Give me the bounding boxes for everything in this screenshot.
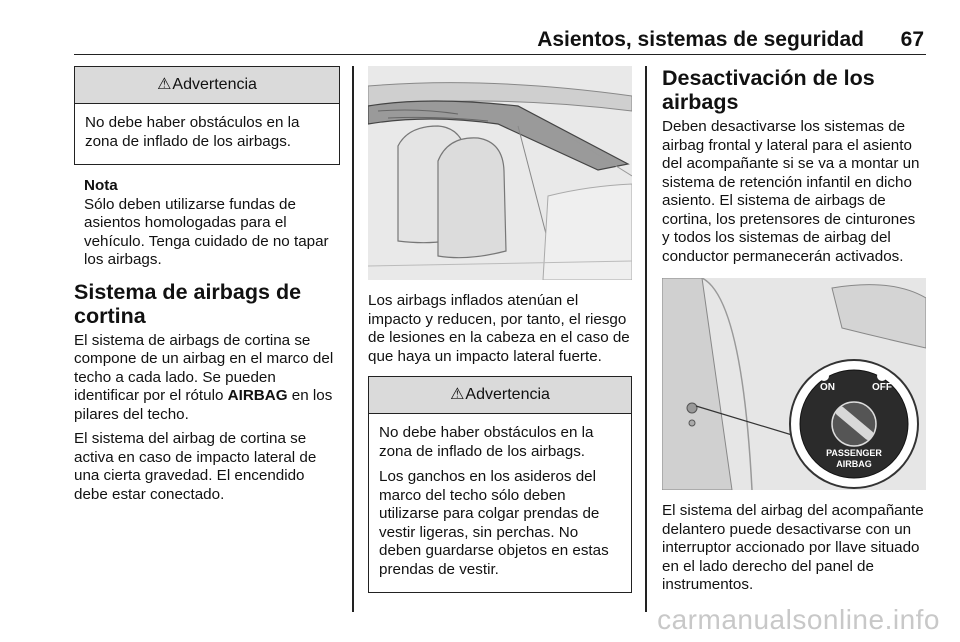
column-3 — [662, 66, 926, 601]
column-divider-2 — [645, 66, 647, 612]
warning-header-1 — [75, 67, 339, 104]
warning-box-2 — [368, 376, 632, 593]
warning-body-2 — [369, 414, 631, 592]
section-title: Asientos, sistemas de seguridad — [537, 28, 864, 51]
switch-label-line-2: AIRBAG — [836, 459, 872, 469]
column-1 — [74, 66, 340, 510]
airbag-deactivation-paragraph: Deben desactivarse los sistemas de airbag frontal y lateral para el asiento del acompañante si se va a montar un sistema de retención infantil en dicho asiento. El sistema de airbags de cortina, los pretensores de cinturones y todos los sistemas de airbag del conductor permanecerán activados. — [662, 118, 920, 265]
warning-text-2b: Los ganchos en los asideros del marco del techo sólo deben utilizarse para colgar prendas de vestir ligeras, sin perchas. No deben guardarse objetos en estas prendas de vestir. — [379, 468, 609, 578]
warning-box-1 — [74, 66, 340, 165]
figure-caption-2: El sistema del airbag del acompañante delantero puede desactivarse con un interruptor accionado por llave situado en el lado derecho del panel de instrumentos. — [662, 502, 924, 593]
warning-title-2: Advertencia — [465, 385, 550, 403]
warning-icon: ⚠ — [157, 75, 172, 93]
warning-title-1: Advertencia — [172, 75, 257, 93]
passenger-airbag-switch-illustration — [662, 278, 926, 490]
warning-text-1: No debe haber obstáculos en la zona de inflado de los airbags. — [85, 114, 300, 150]
curtain-airbag-heading: Sistema de airbags de cortina — [74, 279, 302, 328]
curtain-airbag-paragraph-1: El sistema de airbags de cortina se compone de un airbag en el marco del techo a cada lado. Se pueden identificar por el rótulo AIRBAG en los pilares del techo. — [74, 331, 334, 423]
airbag-deactivation-heading: Desactivación de los airbags — [662, 66, 875, 114]
airbag-switch-drawing — [662, 278, 926, 490]
figure-caption-1: Los airbags inflados atenúan el impacto y reducen, por tanto, el riesgo de lesiones en la cabeza en el caso de que haya un impacto lateral fuerte. — [368, 292, 630, 365]
warning-body-1 — [75, 104, 339, 164]
note-block — [74, 165, 340, 270]
note-text: Sólo deben utilizarse fundas de asientos homologadas para el vehículo. Tenga cuidado de no tapar los airbags. — [84, 195, 329, 268]
warning-header-2 — [369, 377, 631, 414]
warning-icon: ⚠ — [450, 385, 465, 403]
note-label: Nota — [84, 177, 118, 194]
car-interior-drawing — [368, 66, 632, 280]
airbag-off-symbol-icon — [877, 371, 887, 381]
column-2 — [368, 66, 632, 593]
page-number: 67 — [900, 28, 924, 51]
watermark: carmanualsonline.info — [657, 604, 940, 635]
switch-off-label: OFF — [872, 382, 892, 393]
curtain-airbag-illustration — [368, 66, 632, 280]
column-divider-1 — [352, 66, 354, 612]
warning-text-2a: No debe haber obstáculos en la zona de inflado de los airbags. — [379, 424, 594, 460]
page-header — [74, 26, 926, 55]
switch-on-label: ON — [820, 382, 835, 393]
switch-label-line-1: PASSENGER — [826, 448, 882, 458]
curtain-airbag-paragraph-2: El sistema del airbag de cortina se activa en caso de impacto lateral de una cierta gravedad. El encendido debe estar conectado. — [74, 430, 317, 503]
airbag-on-symbol-icon — [819, 371, 829, 381]
